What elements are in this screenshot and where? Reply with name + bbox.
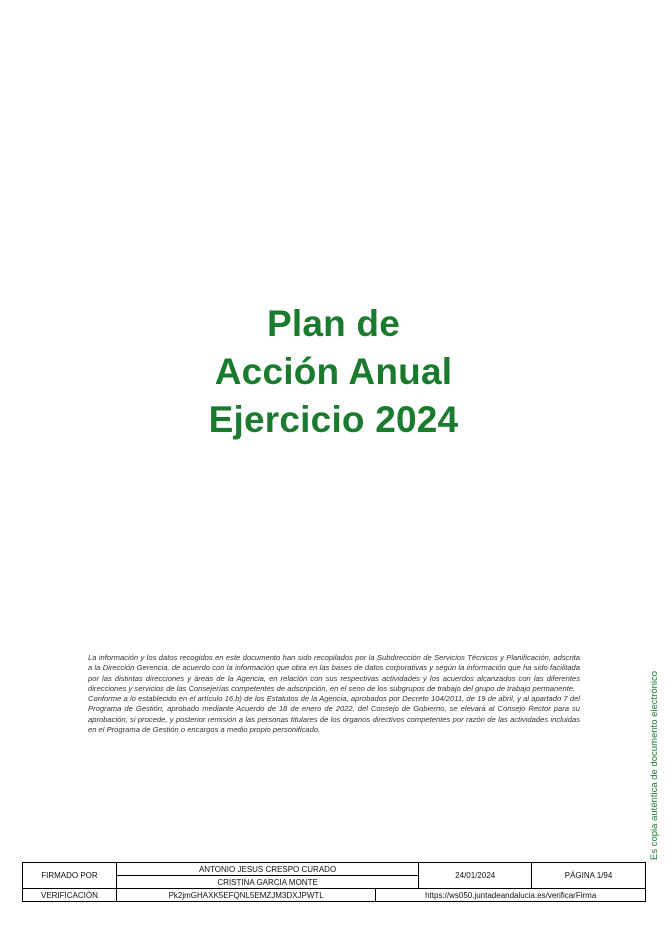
info-paragraph-2: Conforme a lo establecido en el artículo 16.b) de los Estatutos de la Agencia, aprobados por Decreto 104/2011, de 19 de abril, y al apartado 7 del Programa de Gestión, aprobado mediante Acuerdo de 18 de enero de 2022, del Consejo de Gobierno, se elevará al Consejo Rector para su aprobación, si procede, y posterior remisión a las personas titulares de los órganos directivos competentes por razón de las actividades incluidas en el Programa de Gestión o encargos a medio propio personificado. xyxy=(88,694,580,735)
signer-row-1 xyxy=(23,863,646,876)
title-line-1: Plan de xyxy=(267,303,400,344)
signature-date: 24/01/2024 xyxy=(419,863,532,889)
verification-code: Pk2jmGHAXK5EFQNL5EMZJM3DXJPWTL xyxy=(116,889,376,902)
signer-1: ANTONIO JESUS CRESPO CURADO xyxy=(116,863,418,876)
title-line-2: Acción Anual xyxy=(214,351,453,392)
signer-2: CRISTINA GARCIA MONTE xyxy=(116,876,418,889)
verification-url[interactable]: https://ws050.juntadeandalucia.es/verificarFirma xyxy=(376,889,646,902)
document-title xyxy=(0,300,667,444)
title-line-3: Ejercicio 2024 xyxy=(208,399,459,440)
information-note xyxy=(88,653,580,735)
signature-footer xyxy=(22,862,646,902)
verification-row xyxy=(23,889,646,902)
authentic-copy-text: Es copia auténtica de documento electrónico xyxy=(649,670,660,860)
info-paragraph-1: La información y los datos recogidos en este documento han sido recopilados por la Subdirección de Servicios Técnicos y Planificación, adscrita a la Dirección Gerencia, de acuerdo con la información que obra en las bases de datos corporativas y según la información que ha sido facilitada por las distintas direcciones y áreas de la Agencia, en relación con sus respectivas actividades y los acuerdos alcanzados con las diferentes direcciones y servicios de las Consejerías competentes de adscripción, en el seno de los subgrupos de trabajo del grupo de trabajo permanente. xyxy=(88,653,580,693)
verificacion-label: VERIFICACIÓN xyxy=(23,889,117,902)
firmado-por-label: FIRMADO POR xyxy=(23,863,117,889)
page-number: PÁGINA 1/94 xyxy=(532,863,646,889)
